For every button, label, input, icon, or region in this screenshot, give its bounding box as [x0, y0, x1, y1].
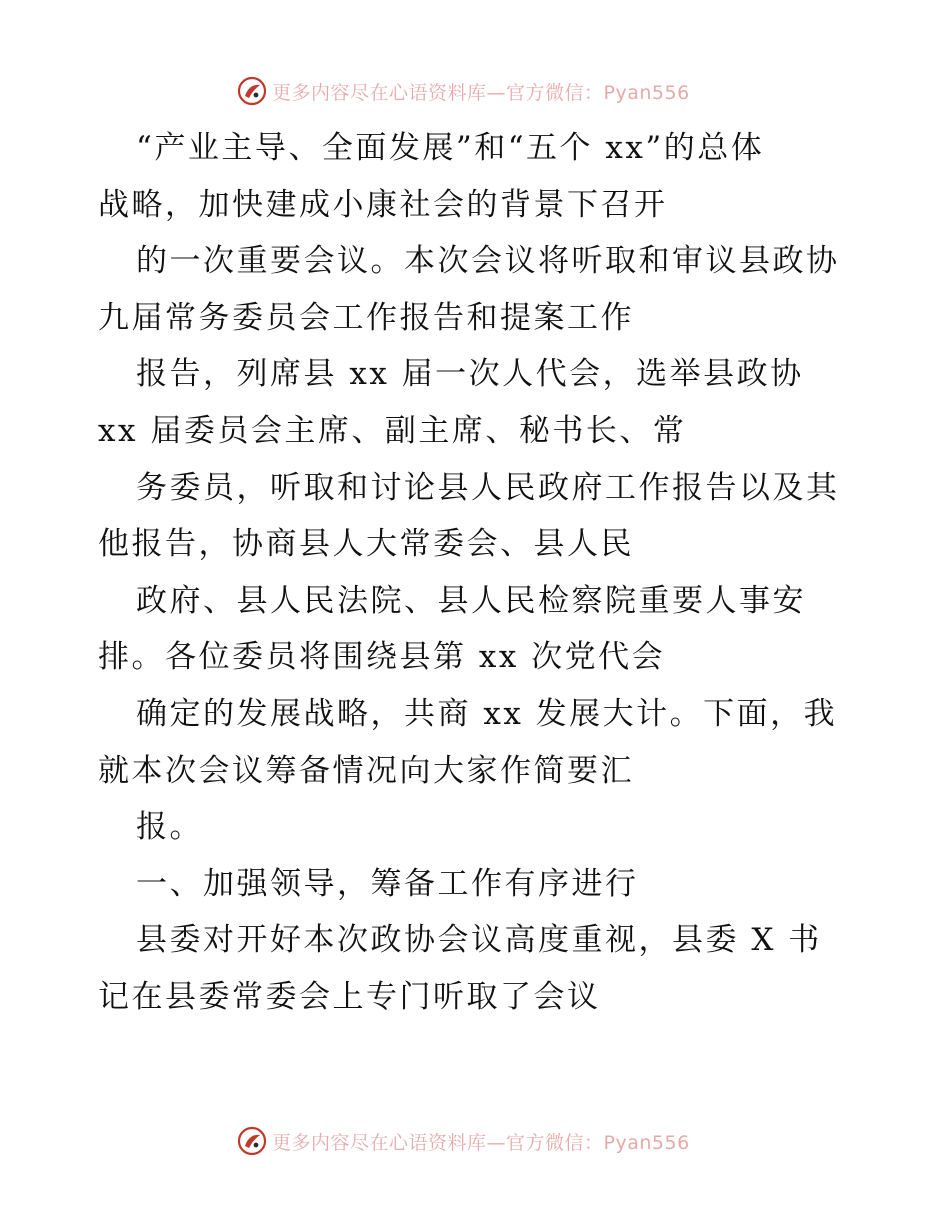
text-line: 记在县委常委会上专门听取了会议: [98, 978, 601, 1015]
seal-logo-icon: [236, 1125, 268, 1157]
text-line: 县委对开好本次政协会议高度重视，县委 X 书: [136, 922, 822, 959]
text-line: 排。各位委员将围绕县第 xx 次党代会: [98, 639, 666, 676]
text-line: 一、加强领导，筹备工作有序进行: [136, 865, 639, 902]
text-line: 的一次重要会议。本次会议将听取和审议县政协: [136, 243, 840, 280]
text-line: 报告，列席县 xx 届一次人代会，选举县政协: [136, 356, 804, 393]
watermark-text: 更多内容尽在心语资料库—官方微信：Pyan556: [272, 1131, 690, 1154]
text-line: xx 届委员会主席、副主席、秘书长、常: [98, 412, 687, 449]
text-line: 务委员，听取和讨论县人民政府工作报告以及其: [136, 469, 840, 506]
text-line: 战略，加快建成小康社会的背景下召开: [98, 186, 668, 223]
text-line: 确定的发展战略，共商 xx 发展大计。下面，我: [136, 695, 838, 732]
document-body: [98, 120, 858, 1026]
text-line: “产业主导、全面发展”和“五个 xx”的总体: [136, 130, 765, 166]
text-line: 他报告，协商县人大常委会、县人民: [98, 526, 634, 563]
header-watermark: [236, 74, 690, 108]
text-line: 报。: [136, 809, 203, 846]
text-line: 九届常务委员会工作报告和提案工作: [98, 299, 634, 336]
watermark-text: 更多内容尽在心语资料库—官方微信：Pyan556: [272, 81, 690, 104]
text-line: 政府、县人民法院、县人民检察院重要人事安: [136, 582, 806, 619]
footer-watermark: [236, 1124, 690, 1158]
seal-logo-icon: [236, 75, 268, 107]
text-line: 就本次会议筹备情况向大家作简要汇: [98, 752, 634, 789]
